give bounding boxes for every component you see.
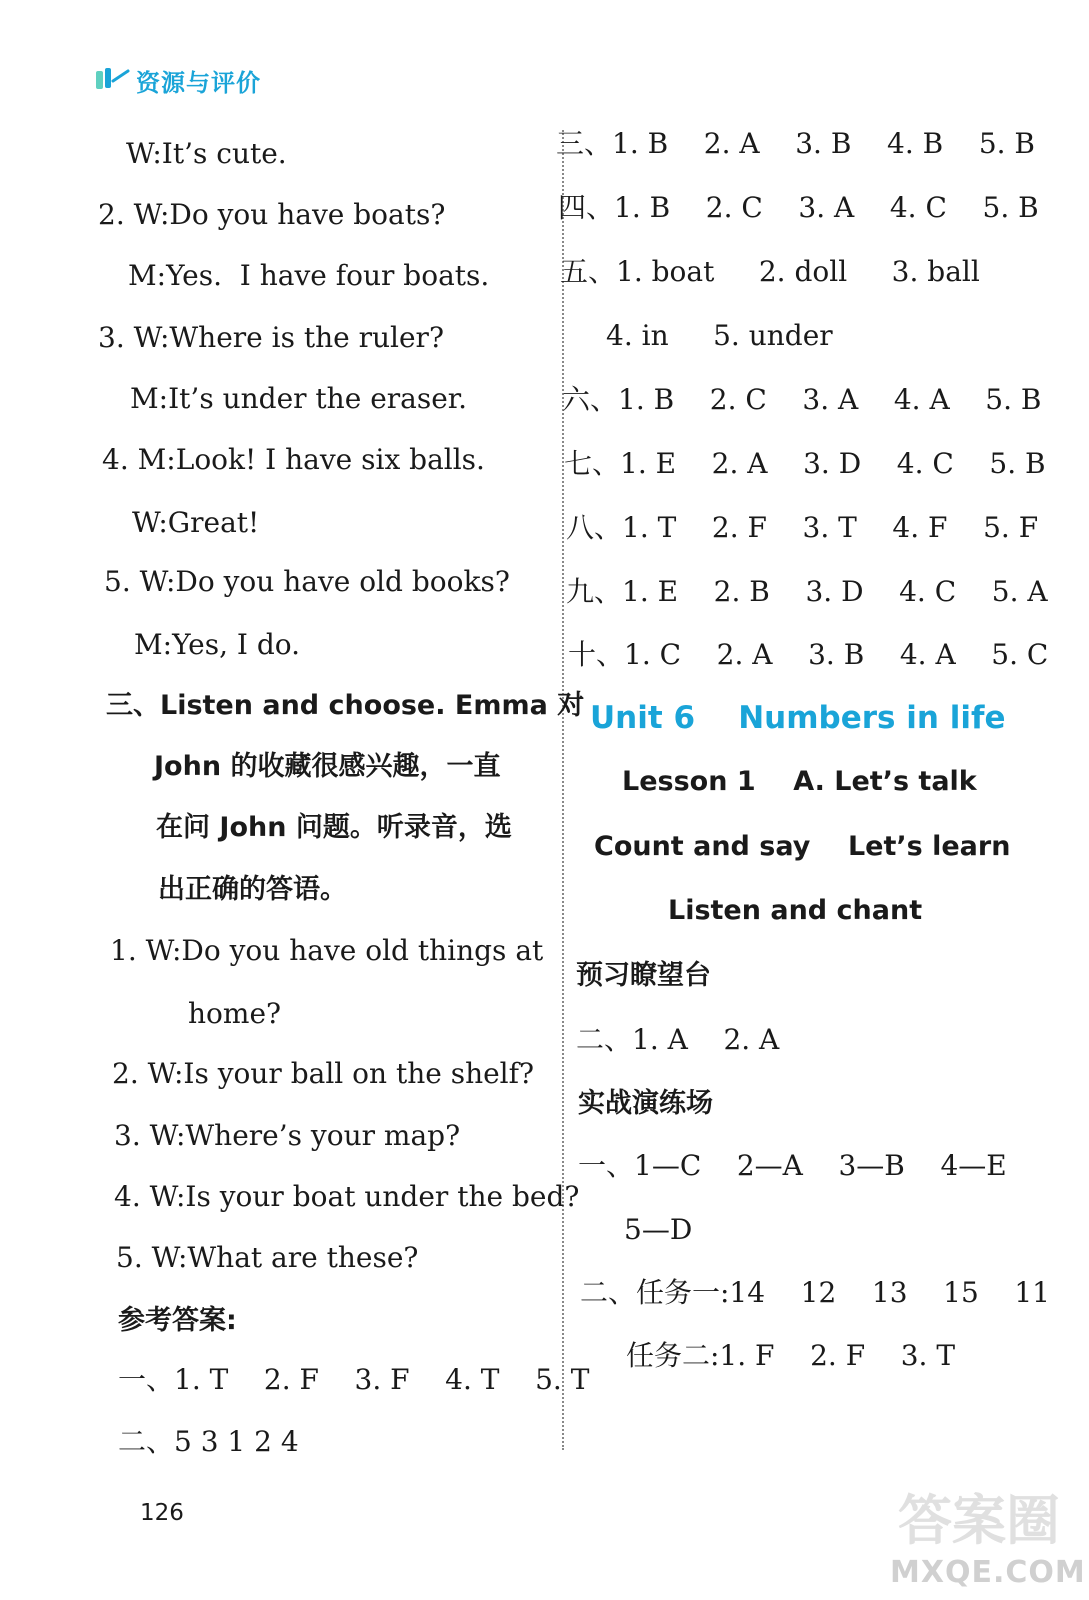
page-number: 126 [140, 1500, 184, 1526]
section-instruction: John 的收藏很感兴趣，一直 [154, 751, 501, 782]
question-line: 3. W:Where’s your map? [114, 1119, 461, 1152]
answer-line: 三、1. B 2. A 3. B 4. B 5. B [556, 127, 1036, 160]
answer-line: 八、1. T 2. F 3. T 4. F 5. F [566, 511, 1039, 544]
answer-line: 任务二:1. F 2. F 3. T [626, 1339, 956, 1372]
lesson-title: Listen and chant [668, 895, 923, 926]
question-line: home? [188, 997, 282, 1030]
dialog-line: M:Yes, I do. [134, 628, 301, 661]
dialog-line: M:Yes. I have four boats. [128, 259, 490, 292]
answer-line: 二、5 3 1 2 4 [118, 1425, 299, 1458]
dialog-line: M:It’s under the eraser. [130, 382, 467, 415]
section-heading: 预习瞭望台 [576, 960, 711, 991]
answer-line: 5—D [624, 1213, 693, 1246]
section-heading: 实战演练场 [578, 1088, 713, 1119]
watermark-text: 答案圈 [898, 1489, 1060, 1552]
answer-line: 六、1. B 2. C 3. A 4. A 5. B [562, 383, 1042, 416]
lesson-title: Lesson 1 A. Let’s talk [622, 766, 977, 797]
question-line: 5. W:What are these? [116, 1241, 419, 1274]
answer-line: 4. in 5. under [606, 319, 833, 352]
answer-line: 四、1. B 2. C 3. A 4. C 5. B [558, 191, 1039, 224]
answer-line: 五、1. boat 2. doll 3. ball [560, 255, 980, 288]
question-line: 1. W:Do you have old things at [110, 934, 544, 967]
dialog-line: 5. W:Do you have old books? [104, 565, 510, 598]
unit-title: Unit 6 Numbers in life [590, 700, 1006, 736]
question-line: 4. W:Is your boat under the bed? [114, 1180, 580, 1213]
question-line: 2. W:Is your ball on the shelf? [112, 1057, 534, 1090]
section-heading: 三、Listen and choose. Emma 对 [106, 690, 585, 721]
answer-line: 七、1. E 2. A 3. D 4. C 5. B [564, 447, 1046, 480]
answer-line: 二、1. A 2. A [576, 1023, 780, 1056]
answer-line: 九、1. E 2. B 3. D 4. C 5. A [566, 575, 1048, 608]
watermark-logo [890, 1478, 1086, 1590]
page-header [94, 62, 261, 98]
dialog-line: W:It’s cute. [126, 137, 287, 170]
section-instruction: 出正确的答语。 [158, 874, 347, 905]
book-logo-icon [94, 65, 130, 95]
dialog-line: 3. W:Where is the ruler? [98, 321, 444, 354]
answer-line: 一、1—C 2—A 3—B 4—E [578, 1149, 1007, 1182]
dialog-line: 4. M:Look! I have six balls. [102, 443, 485, 476]
answer-key-heading: 参考答案: [118, 1305, 237, 1336]
lesson-title: Count and say Let’s learn [594, 831, 1011, 862]
answer-line: 二、任务一:14 12 13 15 11 [580, 1276, 1050, 1309]
header-title: 资源与评价 [136, 68, 261, 97]
answer-line: 十、1. C 2. A 3. B 4. A 5. C [568, 638, 1049, 671]
dialog-line: 2. W:Do you have boats? [98, 198, 446, 231]
answer-line: 一、1. T 2. F 3. F 4. T 5. T [118, 1363, 590, 1396]
column-divider [562, 130, 564, 1450]
watermark-url: MXQE.COM [890, 1555, 1086, 1590]
dialog-line: W:Great! [132, 506, 260, 539]
section-instruction: 在问 John 问题。听录音，选 [156, 812, 512, 843]
